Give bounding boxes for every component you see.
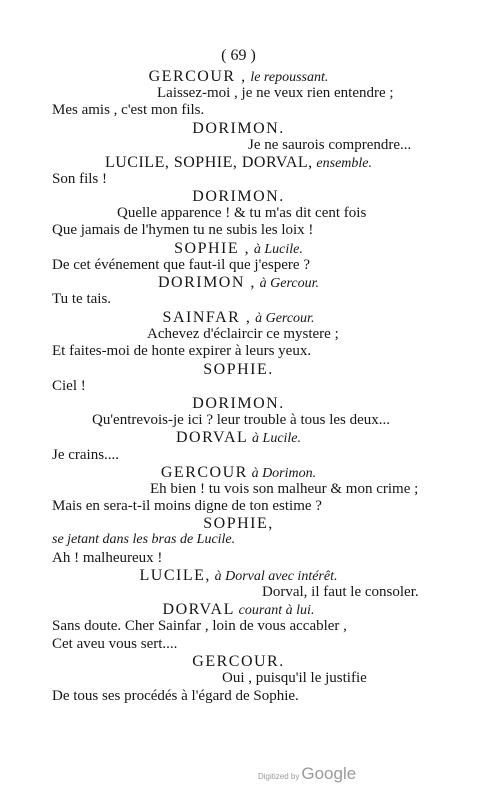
verse-line: Eh bien ! tu vois son malheur & mon crime ; xyxy=(150,481,419,497)
stage-direction: à Lucile. xyxy=(253,242,303,257)
speaker-name: SAINFAR , xyxy=(162,309,252,326)
verse-line: Cet aveu vous sert.... xyxy=(52,636,178,652)
verse-line: Dorval, il faut le consoler. xyxy=(262,584,419,600)
stage-direction: à Gercour. xyxy=(259,276,320,291)
speaker-line xyxy=(0,568,477,584)
verse-line: Mes amis , c'est mon fils. xyxy=(52,102,205,118)
speaker-name: LUCILE, SOPHIE, DORVAL, xyxy=(104,154,313,171)
speaker-name: GERCOUR , xyxy=(148,68,247,85)
stage-direction: ensemble. xyxy=(316,156,373,171)
speaker-line xyxy=(0,189,477,205)
speaker-name: GERCOUR xyxy=(160,464,248,481)
speaker-name: GERCOUR. xyxy=(192,653,285,670)
digitized-by-label: Digitized by xyxy=(258,772,300,781)
speaker-line xyxy=(0,516,477,532)
speaker-name: DORIMON. xyxy=(192,395,285,412)
verse-line: De cet événement que faut-il que j'espere ? xyxy=(52,257,310,273)
verse-line: De tous ses procédés à l'égard de Sophie. xyxy=(52,688,299,704)
stage-direction: à Lucile. xyxy=(252,431,302,446)
verse-line: Tu te tais. xyxy=(52,291,112,307)
speaker-line xyxy=(0,69,477,85)
speaker-line xyxy=(0,121,477,137)
stage-direction: à Gercour. xyxy=(255,311,315,326)
speaker-line xyxy=(0,310,477,326)
speaker-line xyxy=(0,155,477,171)
speaker-line xyxy=(0,241,477,257)
page-number: ( 69 ) xyxy=(221,47,256,64)
speaker-line xyxy=(0,396,477,412)
speaker-line xyxy=(0,602,477,618)
speaker-name: SOPHIE. xyxy=(203,361,274,378)
verse-line: Quelle apparence ! & tu m'as dit cent fois xyxy=(117,205,367,221)
stage-direction: courant à lui. xyxy=(238,603,315,618)
verse-line: Laissez-moi , je ne veux rien entendre ; xyxy=(157,85,394,101)
speaker-name: DORIMON. xyxy=(192,120,285,137)
stage-direction: à Dorimon. xyxy=(251,466,317,481)
verse-line: Ah ! malheureux ! xyxy=(52,550,163,566)
speaker-line xyxy=(0,362,477,378)
speaker-name: LUCILE, xyxy=(139,567,211,584)
stage-direction: à Dorval avec intérêt. xyxy=(214,569,338,584)
verse-line: Qu'entrevois-je ici ? leur trouble à tous les deux... xyxy=(92,412,391,428)
verse-line: Achevez d'éclaircir ce mystere ; xyxy=(147,326,339,342)
speaker-name: DORIMON. xyxy=(192,188,285,205)
speaker-line xyxy=(0,430,477,446)
verse-line: Son fils ! xyxy=(52,171,108,187)
stage-direction: le repoussant. xyxy=(250,70,329,85)
speaker-name: DORIMON , xyxy=(157,274,256,291)
verse-line: Oui , puisqu'il le justifie xyxy=(222,670,367,686)
speaker-name: DORVAL xyxy=(162,601,235,618)
speaker-line xyxy=(0,465,477,481)
speaker-line xyxy=(0,654,477,670)
verse-line: Sans doute. Cher Sainfar , loin de vous accabler , xyxy=(52,618,347,634)
verse-line: Je ne saurois comprendre... xyxy=(248,137,412,153)
speaker-name: SOPHIE, xyxy=(203,515,274,532)
verse-line: Je crains.... xyxy=(52,447,120,463)
verse-line: Mais en sera-t-il moins digne de ton estime ? xyxy=(52,498,322,514)
speaker-name: SOPHIE , xyxy=(174,240,251,257)
speaker-line xyxy=(0,275,477,291)
stage-direction: se jetant dans les bras de Lucile. xyxy=(52,532,236,547)
verse-line: Et faites-moi de honte expirer à leurs yeux. xyxy=(52,343,312,359)
verse-line: Que jamais de l'hymen tu ne subis les loix ! xyxy=(52,222,314,238)
speaker-name: DORVAL xyxy=(175,429,249,446)
google-watermark xyxy=(258,764,356,784)
verse-line: Ciel ! xyxy=(52,378,86,394)
google-logo: Google xyxy=(301,764,357,783)
